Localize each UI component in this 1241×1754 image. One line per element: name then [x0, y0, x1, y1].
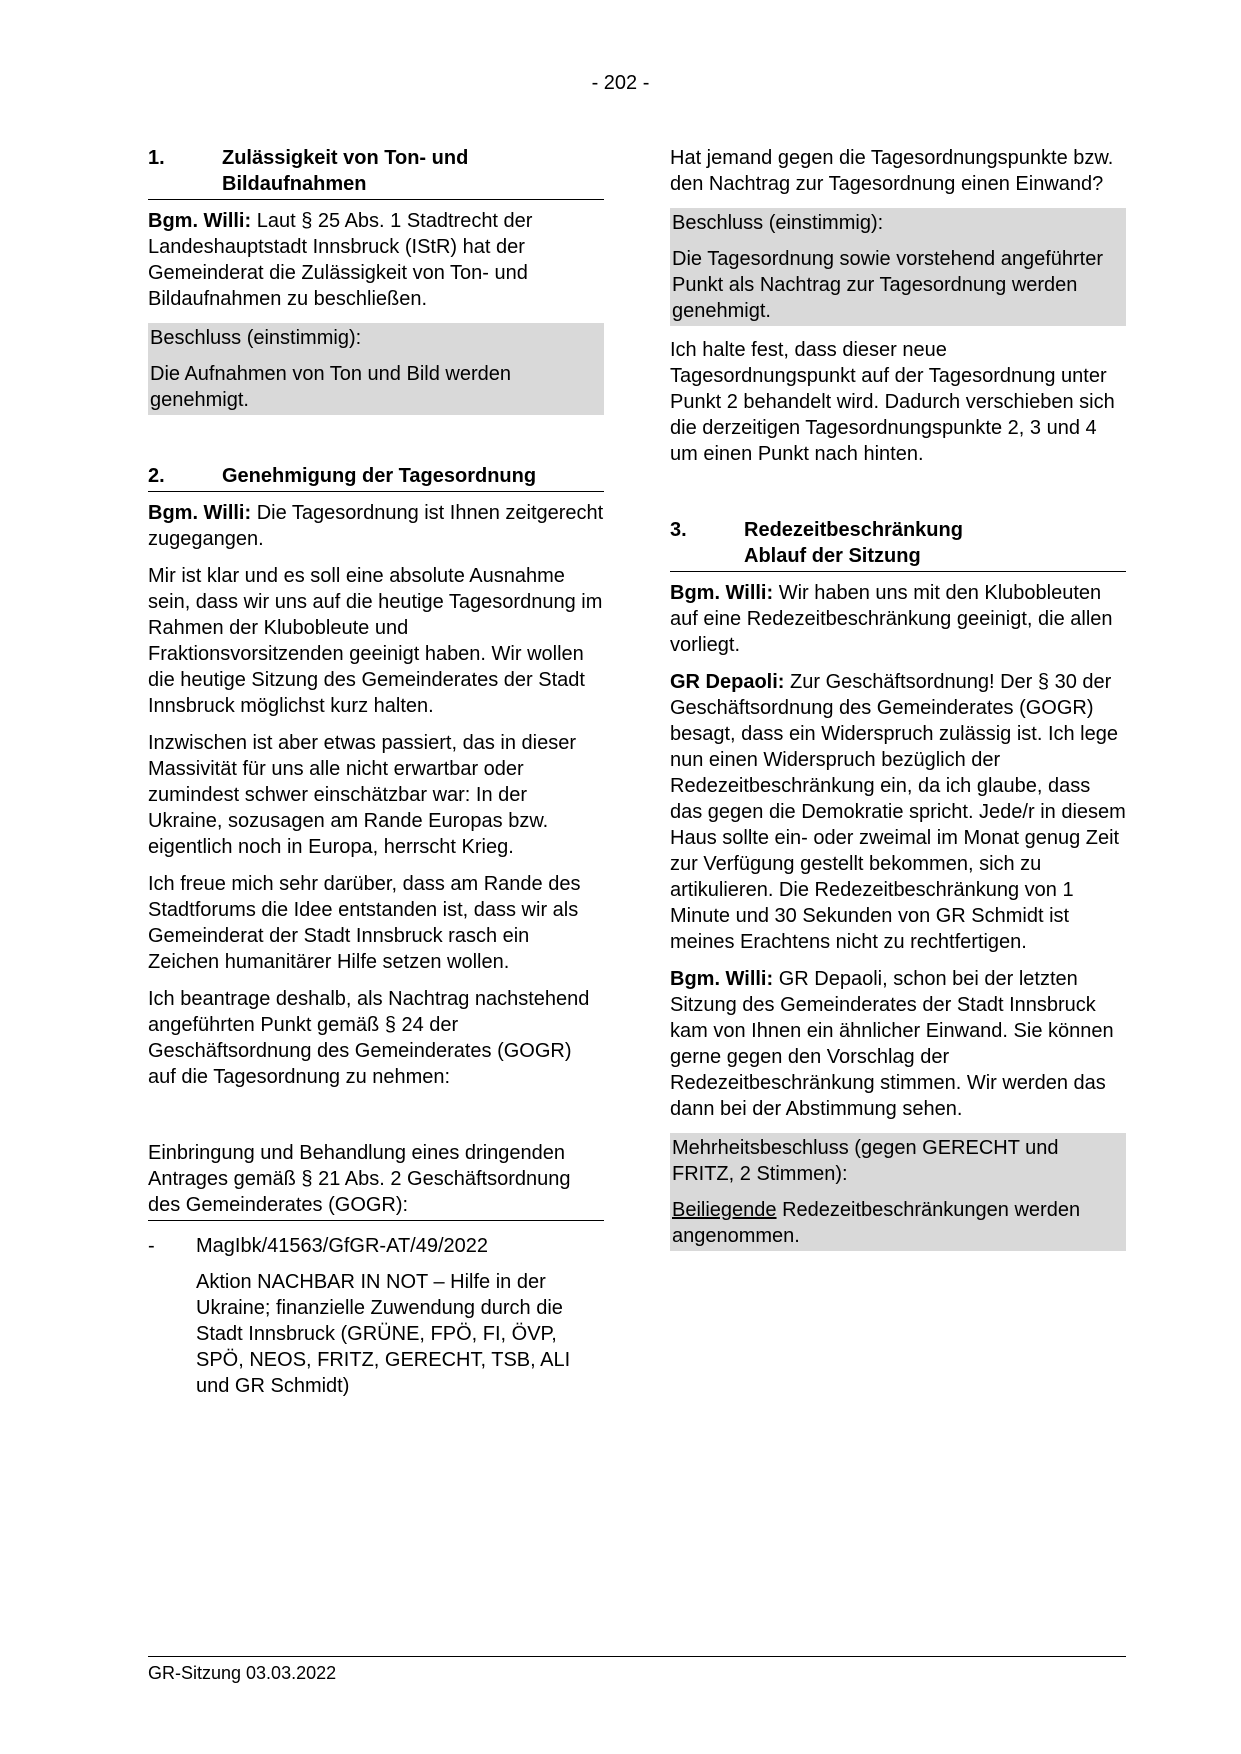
speech-text: GR Depaoli, schon bei der letzten Sitzung des Gemeinderates der Stadt Innsbruck kam von Ihnen ein ähnlicher Einwand. Sie können gerne gegen den Vorschlag der Redezeitbeschränkung stimmen. Wir werden das dann bei der Abstimmung sehen.: [670, 968, 1114, 1120]
speaker: Bgm. Willi:: [148, 502, 252, 524]
resolution-text: Die Aufnahmen von Ton und Bild werden genehmigt.: [148, 359, 604, 415]
paragraph: Ich beantrage deshalb, als Nachtrag nachstehend angeführten Punkt gemäß § 24 der Geschäftsordnung des Gemeinderates (GOGR) auf die Tagesordnung zu nehmen:: [148, 988, 590, 1088]
agenda-item: [148, 1233, 604, 1259]
speech-text: Laut § 25 Abs. 1 Stadtrecht der Landeshauptstadt Innsbruck (IStR) hat der Gemeinderat die Zulässigkeit von Ton- und Bildaufnahmen zu beschließen.: [148, 210, 533, 310]
paragraph: Mir ist klar und es soll eine absolute Ausnahme sein, dass wir uns auf die heutige Tagesordnung im Rahmen der Klubobleute und Fraktionsvorsitzenden geeinigt haben. Wir wollen die heutige Sitzung des Gemeinderates der Stadt Innsbruck möglichst kurz halten.: [148, 565, 603, 717]
speech-text: Die Tagesordnung ist Ihnen zeitgerecht zugegangen.: [148, 502, 604, 550]
resolution-label: Mehrheitsbeschluss (gegen GERECHT und FRITZ, 2 Stimmen):: [670, 1133, 1126, 1195]
section-title-line: Redezeitbeschränkung: [744, 519, 963, 541]
section-3-heading: [670, 517, 1126, 572]
section-title-line: Ablauf der Sitzung: [744, 545, 921, 567]
paragraph: [670, 580, 1126, 658]
resolution-label: Beschluss (einstimmig):: [148, 323, 604, 359]
resolution-text-rest: Redezeitbeschränkungen werden angenommen.: [672, 1199, 1081, 1247]
section-number: 2.: [148, 465, 165, 487]
paragraph: [670, 669, 1126, 955]
section-number: 1.: [148, 147, 165, 169]
paragraph: [670, 966, 1126, 1122]
speaker: Bgm. Willi:: [148, 210, 252, 232]
page-footer: GR-Sitzung 03.03.2022: [148, 1656, 1126, 1684]
agenda-reference: MagIbk/41563/GfGR-AT/49/2022: [196, 1235, 489, 1257]
paragraph: Inzwischen ist aber etwas passiert, das in dieser Massivität für uns alle nicht erwartbar oder zumindest schwer einschätzbar war: In der Ukraine, sozusagen am Rande Europas bzw. eigentlich noch in Europa, herrscht Krieg.: [148, 732, 576, 858]
section-1-heading: [148, 145, 604, 200]
agenda-item-intro: Einbringung und Behandlung eines dringenden Antrages gemäß § 21 Abs. 2 Geschäftsordnung des Gemeinderates (GOGR):: [148, 1140, 604, 1221]
section-title: [744, 517, 1126, 569]
section-title: Genehmigung der Tagesordnung: [222, 465, 537, 487]
resolution-label: Beschluss (einstimmig):: [670, 208, 1126, 244]
section-number: 3.: [670, 519, 687, 541]
speaker: Bgm. Willi:: [670, 582, 774, 604]
left-column: [148, 145, 604, 1410]
speech-text: Zur Geschäftsordnung! Der § 30 der Geschäftsordnung des Gemeinderates (GOGR) besagt, dass ein Widerspruch zulässig ist. Ich lege nun einen Widerspruch bezüglich der Redezeitbeschränkung ein, da ich glaube, dass das gegen die Demokratie spricht. Jede/r in diesem Haus sollte ein- oder zweimal im Monat genug Zeit zur Verfügung gestellt bekommen, sich zu artikulieren. Die Redezeitbeschränkung von 1 Minute und 30 Sekunden von GR Schmidt ist meines Erachtens nicht zu rechtfertigen.: [670, 671, 1126, 953]
section-2-heading: [148, 463, 604, 492]
speaker: Bgm. Willi:: [670, 968, 774, 990]
page-number: - 202 -: [591, 72, 650, 94]
speech-text: Wir haben uns mit den Klubobleuten auf eine Redezeitbeschränkung geeinigt, die allen vorliegt.: [670, 582, 1113, 656]
paragraph: Ich halte fest, dass dieser neue Tagesordnungspunkt auf der Tagesordnung unter Punkt 2 behandelt wird. Dadurch verschieben sich die derzeitigen Tagesordnungspunkte 2, 3 und 4 um einen Punkt nach hinten.: [670, 339, 1115, 465]
right-column: [670, 145, 1126, 1262]
agenda-item-text: Aktion NACHBAR IN NOT – Hilfe in der Ukraine; finanzielle Zuwendung durch die Stadt Innsbruck (GRÜNE, FPÖ, FI, ÖVP, SPÖ, NEOS, FRITZ, GERECHT, TSB, ALI und GR Schmidt): [196, 1271, 571, 1397]
bullet-dash: -: [148, 1235, 155, 1257]
paragraph: Hat jemand gegen die Tagesordnungspunkte bzw. den Nachtrag zur Tagesordnung einen Einwand?: [670, 147, 1114, 195]
resolution-text: [670, 1195, 1126, 1251]
paragraph: [148, 500, 604, 552]
section-title: Zulässigkeit von Ton- und Bildaufnahmen: [222, 147, 469, 195]
underlined-word: Beiliegende: [672, 1199, 777, 1221]
resolution-text: Die Tagesordnung sowie vorstehend angeführter Punkt als Nachtrag zur Tagesordnung werden genehmigt.: [670, 244, 1126, 326]
speaker: GR Depaoli:: [670, 671, 785, 693]
paragraph: [148, 208, 604, 312]
paragraph: Ich freue mich sehr darüber, dass am Rande des Stadtforums die Idee entstanden ist, dass wir als Gemeinderat der Stadt Innsbruck rasch ein Zeichen humanitärer Hilfe setzen wollen.: [148, 873, 581, 973]
